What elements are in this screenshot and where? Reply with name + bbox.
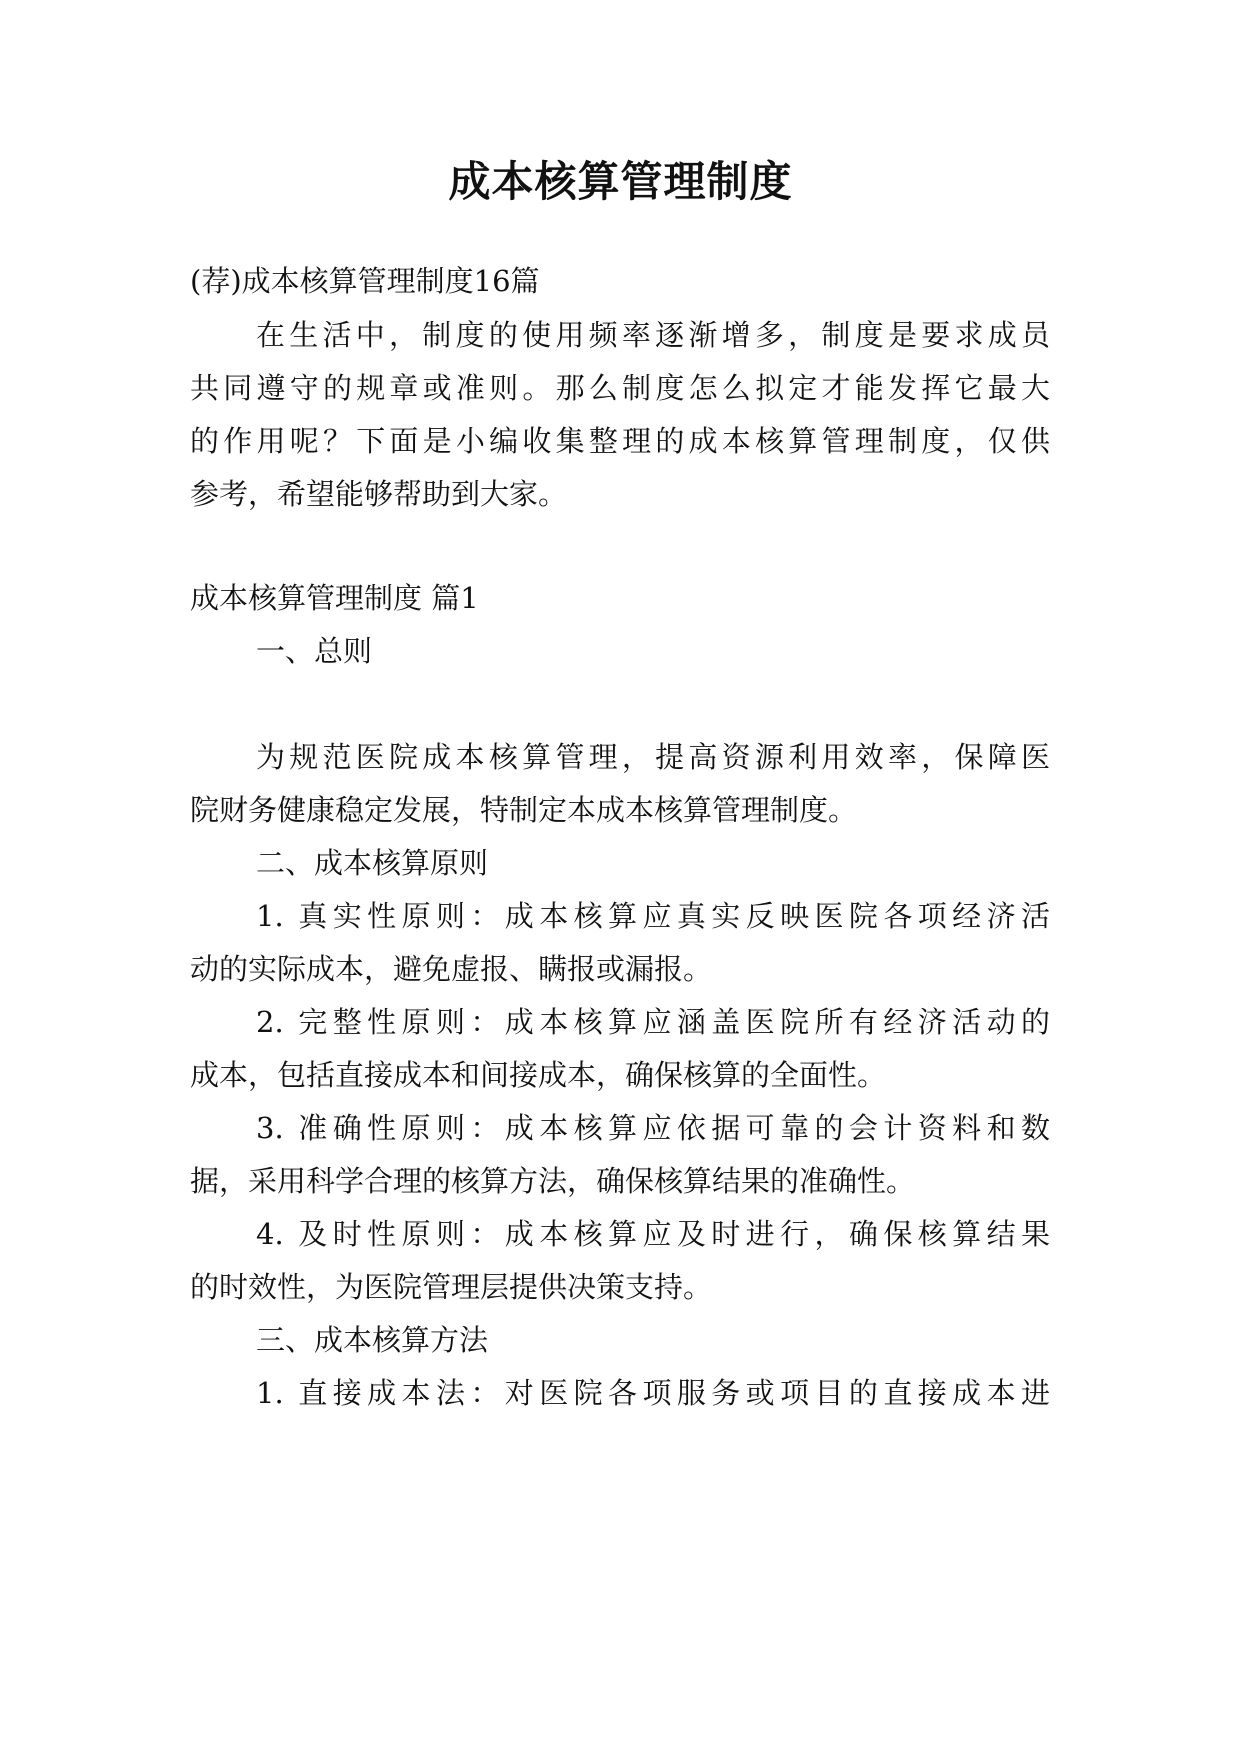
section-heading-general: 一、总则 (256, 634, 373, 668)
principle-3-line-1: 3. 准确性原则：成本核算应依据可靠的会计资料和数 (256, 1111, 1050, 1145)
principle-2-line-1: 2. 完整性原则：成本核算应涵盖医院所有经济活动的 (256, 1005, 1050, 1039)
section-heading-principles: 二、成本核算原则 (256, 846, 489, 880)
principle-1-line-1: 1. 真实性原则：成本核算应真实反映医院各项经济活 (256, 899, 1050, 933)
general-paragraph-line-2: 院财务健康稳定发展，特制定本成本核算管理制度。 (190, 793, 858, 827)
intro-paragraph-line-3: 的作用呢？下面是小编收集整理的成本核算管理制度，仅供 (190, 424, 1050, 458)
document-subtitle: (荐)成本核算管理制度16篇 (190, 264, 540, 298)
principle-4-line-1: 4. 及时性原则：成本核算应及时进行，确保核算结果 (256, 1217, 1050, 1251)
intro-paragraph-line-2: 共同遵守的规章或准则。那么制度怎么拟定才能发挥它最大 (190, 371, 1050, 405)
method-1-line-1: 1. 直接成本法：对医院各项服务或项目的直接成本进 (256, 1376, 1050, 1410)
principle-1-line-2: 动的实际成本，避免虚报、瞒报或漏报。 (190, 952, 713, 986)
intro-paragraph-line-4: 参考，希望能够帮助到大家。 (190, 477, 568, 511)
principle-4-line-2: 的时效性，为医院管理层提供决策支持。 (190, 1270, 713, 1304)
general-paragraph-line-1: 为规范医院成本核算管理，提高资源利用效率，保障医 (256, 740, 1050, 774)
document-title: 成本核算管理制度 (448, 157, 793, 206)
chapter-heading: 成本核算管理制度 篇1 (190, 581, 479, 615)
section-heading-methods: 三、成本核算方法 (256, 1323, 489, 1357)
principle-2-line-2: 成本，包括直接成本和间接成本，确保核算的全面性。 (190, 1058, 887, 1092)
intro-paragraph-line-1: 在生活中，制度的使用频率逐渐增多，制度是要求成员 (256, 318, 1050, 352)
principle-3-line-2: 据，采用科学合理的核算方法，确保核算结果的准确性。 (190, 1164, 916, 1198)
